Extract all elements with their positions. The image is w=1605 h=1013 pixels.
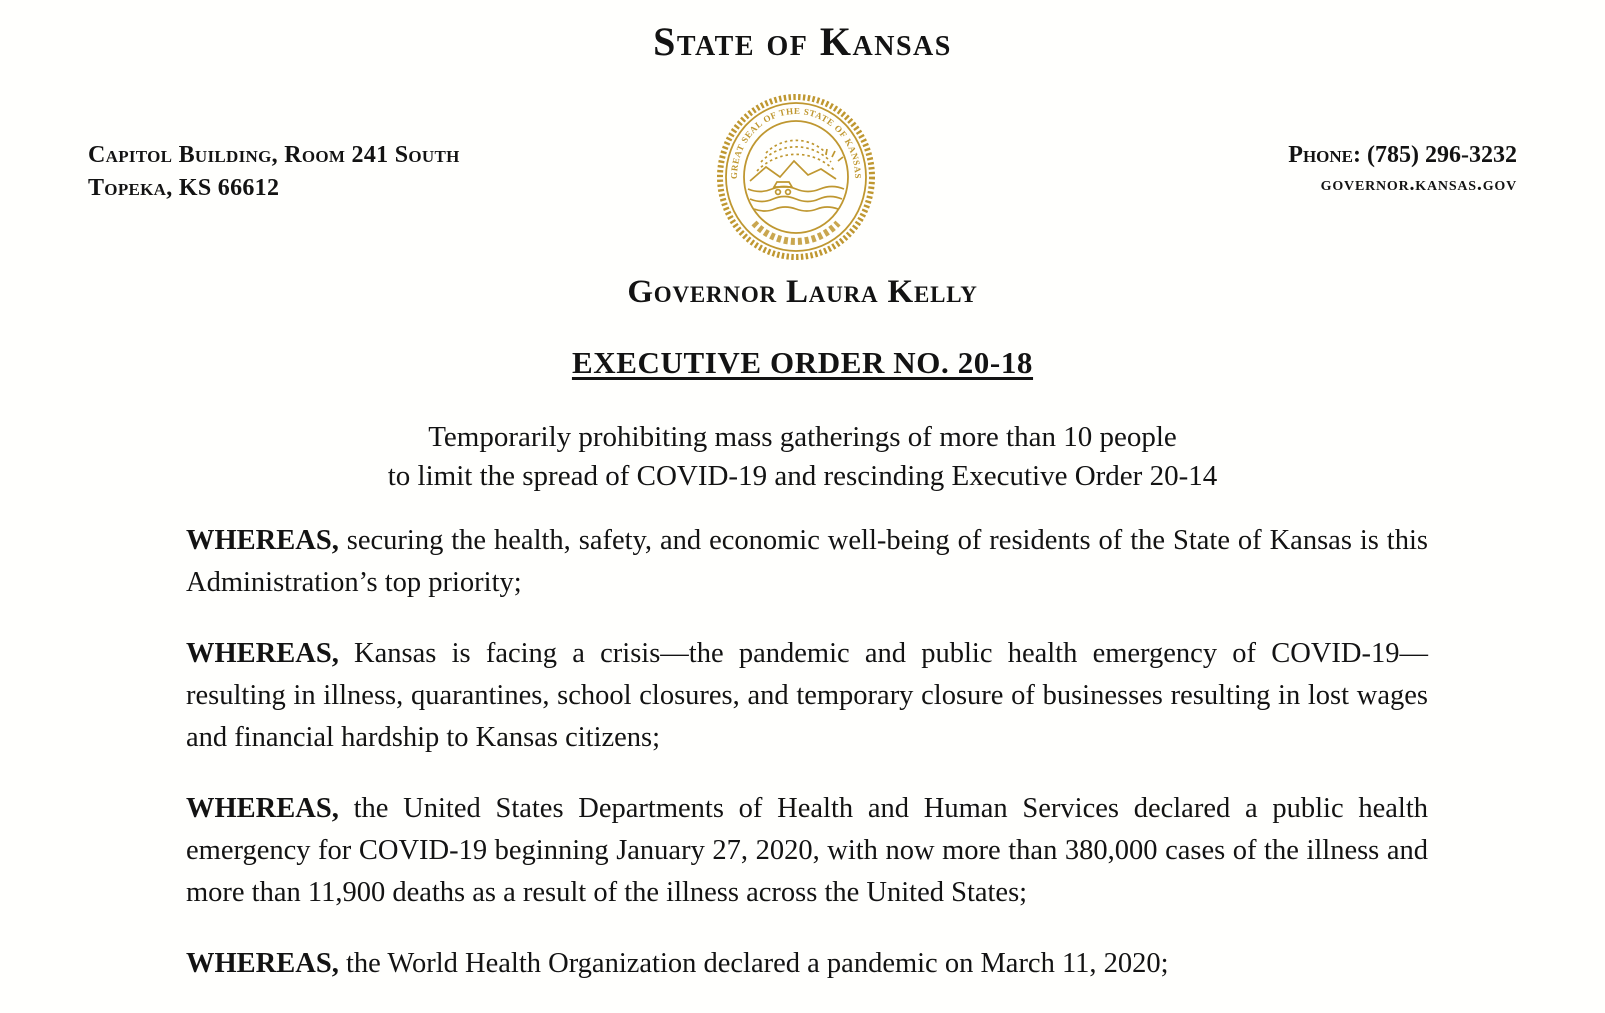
- whereas-lead: WHEREAS,: [186, 948, 339, 979]
- whereas-paragraph-4: [186, 943, 1428, 985]
- subtitle-line-2: to limit the spread of COVID-19 and rescinding Executive Order 20-14: [387, 460, 1218, 492]
- paragraph-text: Kansas is facing a crisis—the pandemic and public health emergency of COVID-19—resulting in illness, quarantines, school closures, and temporary closure of businesses resulting in lost wages and financial hardship to Kansas citizens;: [186, 638, 1428, 753]
- subtitle-line-1: Temporarily prohibiting mass gatherings of more than 10 people: [428, 421, 1177, 453]
- address-line-1: Capitol Building, Room 241 South: [88, 142, 460, 168]
- whereas-lead: WHEREAS,: [186, 793, 339, 824]
- kansas-state-seal-icon: [714, 91, 878, 263]
- phone-number: Phone: (785) 296-3232: [1288, 142, 1517, 168]
- address-block: [88, 139, 460, 205]
- order-body: [186, 520, 1428, 1013]
- order-title: EXECUTIVE ORDER NO. 20-18: [571, 345, 1034, 380]
- paragraph-text: the United States Departments of Health and Human Services declared a public health emergency for COVID-19 beginning January 27, 2020, with now more than 380,000 cases of the illness and more than 11,900 deaths as a result of the illness across the United States;: [186, 793, 1428, 908]
- address-line-2: Topeka, KS 66612: [88, 175, 280, 201]
- whereas-lead: WHEREAS,: [186, 638, 339, 669]
- state-title: State of Kansas: [653, 19, 952, 64]
- contact-block: [1288, 140, 1517, 198]
- whereas-paragraph-3: [186, 788, 1428, 914]
- website-url: governor.kansas.gov: [1320, 173, 1517, 195]
- paragraph-text: securing the health, safety, and economic well-being of residents of the State of Kansas is this Administration’s top priority;: [186, 525, 1428, 598]
- order-subtitle: [0, 418, 1605, 496]
- whereas-paragraph-2: [186, 633, 1428, 759]
- paragraph-text: the World Health Organization declared a pandemic on March 11, 2020;: [338, 948, 1169, 979]
- whereas-paragraph-1: [186, 520, 1428, 604]
- seal-arc-text: GREAT SEAL OF THE STATE OF KANSAS: [728, 105, 864, 180]
- whereas-lead: WHEREAS,: [186, 525, 339, 556]
- governor-name: Governor Laura Kelly: [627, 274, 978, 310]
